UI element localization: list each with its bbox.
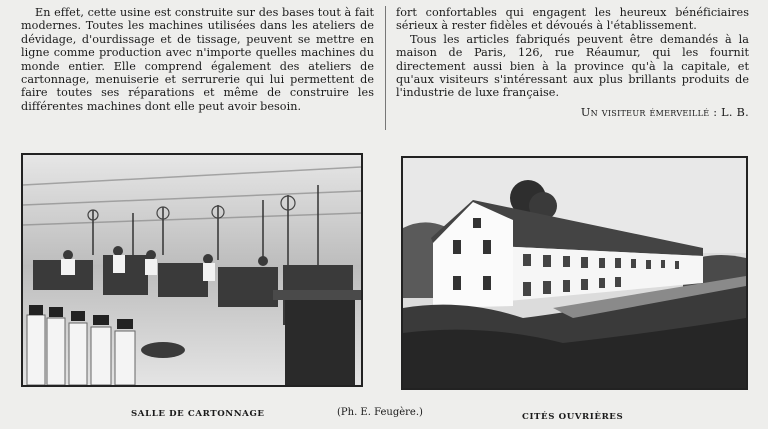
photo-credit: (Ph. E. Feugère.) [337, 407, 423, 418]
right-paragraph-2: Tous les articles fabriqués peuvent être demandés à la maison de Paris, 126, rue Réaumur, qui les fournit directement aussi bien à la province qu'à la capitale, et qu'aux visiteurs s'intéressant aux plus brillants produits de l'industrie de luxe française. [396, 32, 749, 100]
left-paragraph: En effet, cette usine est construite sur des bases tout à fait modernes. Toutes les machines utilisées dans les ateliers de dévidage, d'ourdissage et de tissage, peuvent se mettre en ligne comme production avec n'importe quelles machines du monde entier. Elle comprend également des ateliers de cartonnage, menuiserie et serrurerie qui lui permettent de faire toutes ses réparations et même de construire les différentes machines dont elle peut avoir besoin. [21, 6, 374, 113]
workshop-illustration [23, 155, 361, 385]
caption-workshop: SALLE DE CARTONNAGE [131, 409, 265, 419]
article-column-right [396, 6, 749, 119]
housing-illustration [403, 158, 746, 388]
caption-housing: CITÉS OUVRIÈRES [522, 412, 624, 422]
right-paragraph-1: fort confortables qui engagent les heureux bénéficiaires sérieux à rester fidèles et dévoués à l'établissement. [396, 6, 749, 33]
article-column-left [21, 6, 374, 113]
article-signature: Un visiteur émerveillé : L. B. [580, 105, 749, 119]
housing-photo [401, 156, 748, 390]
workshop-photo [21, 153, 363, 387]
column-divider [385, 6, 386, 130]
